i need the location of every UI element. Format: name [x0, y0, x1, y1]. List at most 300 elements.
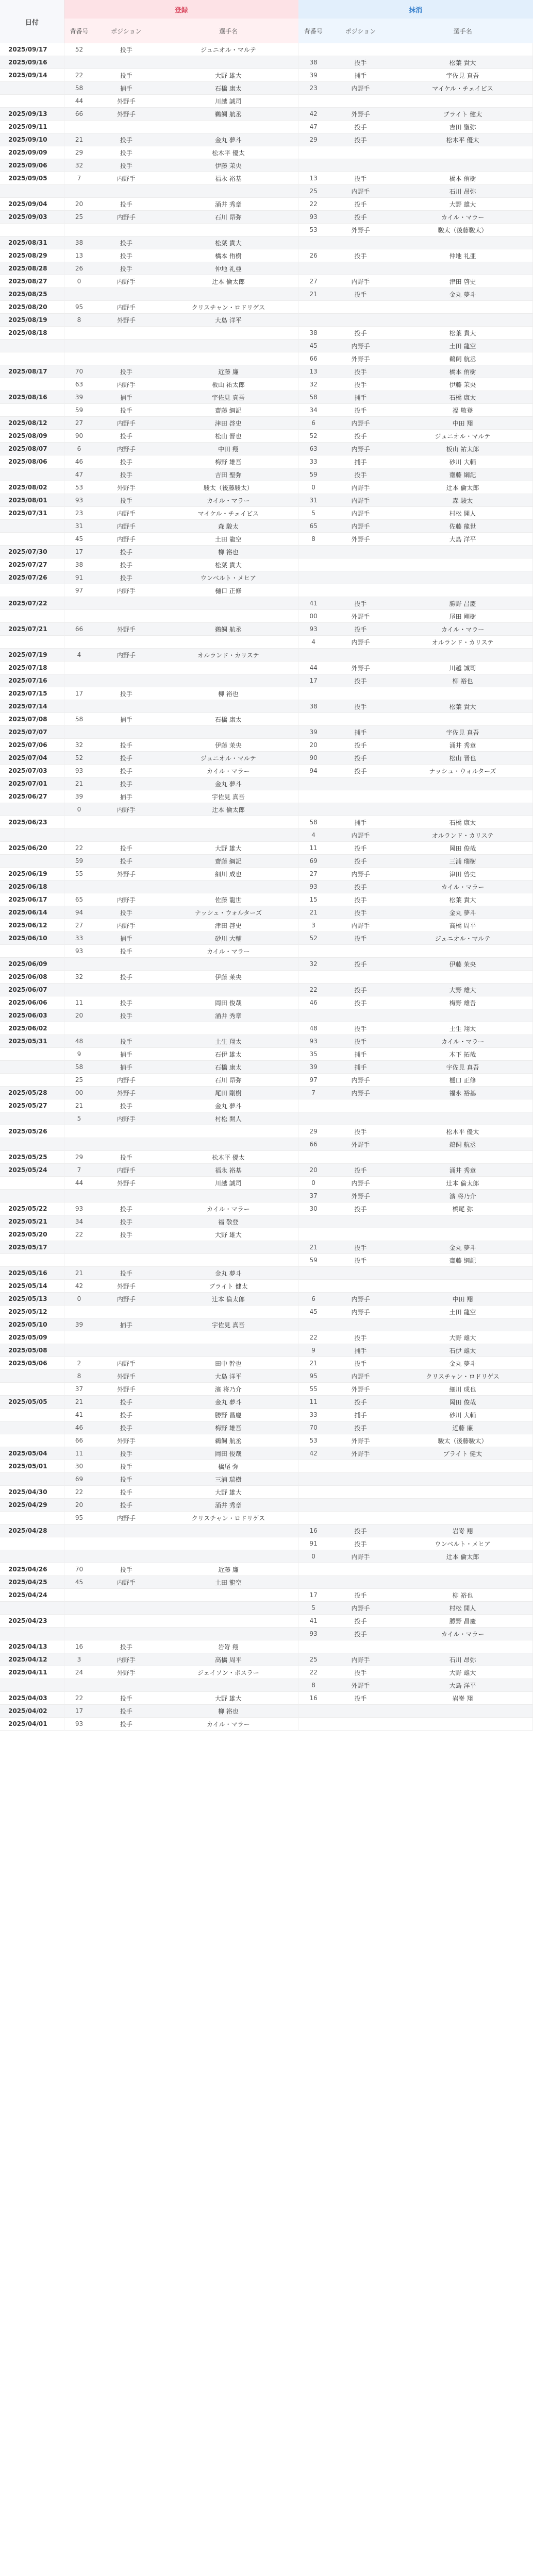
- registered-number-cell: 23: [64, 507, 94, 520]
- deregistered-position-cell: 外野手: [328, 1383, 393, 1396]
- registered-player-header: 選手名: [158, 19, 298, 43]
- deregistered-number-cell: 59: [298, 468, 328, 481]
- date-cell: 2025/09/10: [0, 133, 64, 146]
- date-cell: [0, 185, 64, 198]
- deregistered-number-cell: 9: [298, 1344, 328, 1357]
- registered-player-cell: 橋本 侑樹: [158, 249, 298, 262]
- registered-position-cell: [94, 880, 158, 893]
- registered-position-cell: 投手: [94, 365, 158, 378]
- deregistered-position-cell: [328, 1215, 393, 1228]
- registered-number-cell: 16: [64, 1640, 94, 1653]
- registered-position-cell: [94, 1138, 158, 1151]
- registered-player-cell: 石橋 康太: [158, 82, 298, 95]
- registered-position-cell: 投手: [94, 262, 158, 275]
- deregistered-position-cell: [328, 95, 393, 108]
- deregistered-position-cell: [328, 1099, 393, 1112]
- registered-player-cell: 松山 晋也: [158, 430, 298, 443]
- deregistered-number-cell: [298, 1280, 328, 1293]
- date-cell: 2025/08/27: [0, 275, 64, 288]
- registered-player-cell: [158, 726, 298, 739]
- registered-number-cell: [64, 700, 94, 713]
- registered-position-cell: 投手: [94, 765, 158, 777]
- table-row: [0, 790, 533, 803]
- deregistered-position-cell: 投手: [328, 893, 393, 906]
- deregistered-position-cell: [328, 1512, 393, 1524]
- date-cell: [0, 1074, 64, 1087]
- table-row: [0, 1074, 533, 1087]
- deregistered-position-cell: 内野手: [328, 919, 393, 932]
- registered-player-cell: [158, 1138, 298, 1151]
- deregistered-position-cell: 投手: [328, 172, 393, 185]
- registered-player-cell: 福 敬登: [158, 1215, 298, 1228]
- deregistered-position-cell: 投手: [328, 1164, 393, 1177]
- table-row: [0, 520, 533, 533]
- registered-position-cell: [94, 662, 158, 674]
- deregistered-position-cell: 内野手: [328, 1087, 393, 1099]
- deregistered-position-cell: 外野手: [328, 1434, 393, 1447]
- deregistered-player-cell: 村松 開人: [393, 507, 532, 520]
- deregistered-player-cell: [393, 571, 532, 584]
- deregistered-player-cell: [393, 1318, 532, 1331]
- table-row: [0, 713, 533, 726]
- deregistered-position-cell: 捕手: [328, 69, 393, 82]
- deregistered-position-cell: 投手: [328, 855, 393, 868]
- table-row: [0, 893, 533, 906]
- registered-number-cell: 37: [64, 1383, 94, 1396]
- registered-player-cell: 松木平 優太: [158, 1151, 298, 1164]
- deregistered-player-cell: 駿太（後藤駿太）: [393, 1434, 532, 1447]
- deregistered-player-cell: クリスチャン・ロドリゲス: [393, 1370, 532, 1383]
- deregistered-number-cell: 58: [298, 816, 328, 829]
- deregistered-player-cell: [393, 945, 532, 958]
- registered-number-cell: 7: [64, 1164, 94, 1177]
- registered-position-cell: 外野手: [94, 95, 158, 108]
- deregistered-number-cell: 41: [298, 597, 328, 610]
- deregistered-player-cell: 伊藤 茉央: [393, 958, 532, 971]
- deregistered-number-cell: 45: [298, 1306, 328, 1318]
- deregistered-player-cell: ジュニオル・マルテ: [393, 430, 532, 443]
- registered-number-cell: [64, 1602, 94, 1615]
- date-cell: 2025/08/28: [0, 262, 64, 275]
- table-row: [0, 932, 533, 945]
- date-cell: 2025/05/09: [0, 1331, 64, 1344]
- deregistered-position-cell: [328, 1280, 393, 1293]
- date-cell: [0, 610, 64, 623]
- deregistered-position-cell: [328, 1460, 393, 1473]
- deregistered-player-cell: カイル・マラー: [393, 1035, 532, 1048]
- registered-player-cell: カイル・マラー: [158, 765, 298, 777]
- table-row: [0, 404, 533, 417]
- registered-number-cell: 93: [64, 494, 94, 507]
- deregistered-number-cell: 55: [298, 1383, 328, 1396]
- deregistered-player-cell: 中田 翔: [393, 417, 532, 430]
- table-row: [0, 365, 533, 378]
- registered-number-cell: 58: [64, 82, 94, 95]
- table-row: [0, 1202, 533, 1215]
- registered-number-cell: 44: [64, 1177, 94, 1190]
- registered-player-cell: ウンベルト・メヒア: [158, 571, 298, 584]
- registered-player-cell: 近藤 廉: [158, 1563, 298, 1576]
- deregistered-number-cell: 91: [298, 1537, 328, 1550]
- deregistered-number-cell: 34: [298, 404, 328, 417]
- registered-number-cell: 69: [64, 1473, 94, 1486]
- registered-player-cell: [158, 880, 298, 893]
- registered-number-cell: 2: [64, 1357, 94, 1370]
- registered-player-cell: 伊藤 茉央: [158, 739, 298, 752]
- deregistered-position-cell: [328, 1112, 393, 1125]
- deregistered-number-cell: [298, 1718, 328, 1731]
- registered-player-cell: 土生 翔太: [158, 1035, 298, 1048]
- table-row: [0, 288, 533, 301]
- registered-number-cell: 7: [64, 172, 94, 185]
- deregistered-number-cell: 45: [298, 340, 328, 352]
- registered-number-cell: 59: [64, 855, 94, 868]
- table-row: [0, 172, 533, 185]
- deregistered-player-cell: 濱 将乃介: [393, 1190, 532, 1202]
- date-cell: 2025/07/22: [0, 597, 64, 610]
- table-row: [0, 378, 533, 391]
- deregistered-position-cell: 投手: [328, 468, 393, 481]
- deregistered-position-cell: 投手: [328, 984, 393, 996]
- deregistered-player-cell: 金丸 夢斗: [393, 906, 532, 919]
- deregistered-player-cell: [393, 1460, 532, 1473]
- registered-player-cell: 梅野 雄吾: [158, 455, 298, 468]
- date-cell: 2025/07/18: [0, 662, 64, 674]
- registered-number-cell: [64, 352, 94, 365]
- registered-number-cell: 39: [64, 1318, 94, 1331]
- registered-player-cell: 大野 雄大: [158, 1228, 298, 1241]
- deregistered-position-cell: [328, 159, 393, 172]
- registered-number-cell: 97: [64, 584, 94, 597]
- table-row: [0, 829, 533, 842]
- table-row: [0, 984, 533, 996]
- registered-position-cell: 投手: [94, 842, 158, 855]
- registered-player-cell: [158, 1241, 298, 1254]
- registered-position-cell: 外野手: [94, 1087, 158, 1099]
- registered-player-cell: [158, 636, 298, 649]
- registered-position-cell: 投手: [94, 1396, 158, 1409]
- deregistered-number-cell: 39: [298, 726, 328, 739]
- registered-position-cell: 外野手: [94, 108, 158, 121]
- registered-header: 登録: [64, 0, 298, 19]
- deregistered-header: 抹消: [298, 0, 533, 19]
- registered-number-cell: 93: [64, 1718, 94, 1731]
- registered-player-cell: 涌井 秀章: [158, 198, 298, 211]
- date-cell: 2025/04/03: [0, 1692, 64, 1705]
- deregistered-player-cell: 金丸 夢斗: [393, 1357, 532, 1370]
- table-row: [0, 546, 533, 558]
- table-row: [0, 275, 533, 288]
- date-cell: 2025/05/08: [0, 1344, 64, 1357]
- date-cell: 2025/04/12: [0, 1653, 64, 1666]
- deregistered-position-cell: 投手: [328, 1524, 393, 1537]
- deregistered-number-cell: 42: [298, 108, 328, 121]
- registered-player-cell: 大野 雄大: [158, 1486, 298, 1499]
- date-cell: 2025/06/06: [0, 996, 64, 1009]
- table-row: [0, 1409, 533, 1421]
- registered-number-cell: 9: [64, 1048, 94, 1061]
- deregistered-number-cell: [298, 43, 328, 56]
- date-cell: 2025/09/09: [0, 146, 64, 159]
- registered-player-cell: 柳 裕也: [158, 546, 298, 558]
- registered-number-cell: 66: [64, 108, 94, 121]
- deregistered-position-cell: 投手: [328, 404, 393, 417]
- deregistered-number-cell: 31: [298, 494, 328, 507]
- date-cell: [0, 1628, 64, 1640]
- table-row: [0, 1293, 533, 1306]
- registered-number-cell: 46: [64, 1421, 94, 1434]
- registered-player-cell: [158, 700, 298, 713]
- registered-player-cell: 宇佐見 真吾: [158, 1318, 298, 1331]
- deregistered-number-cell: [298, 790, 328, 803]
- table-row: [0, 1048, 533, 1061]
- deregistered-position-cell: 内野手: [328, 1306, 393, 1318]
- registered-player-cell: 辻本 倫太郎: [158, 275, 298, 288]
- date-cell: 2025/08/31: [0, 236, 64, 249]
- deregistered-position-cell: [328, 546, 393, 558]
- deregistered-position-cell: 内野手: [328, 507, 393, 520]
- deregistered-player-cell: 砂川 大輔: [393, 455, 532, 468]
- table-row: [0, 880, 533, 893]
- registered-number-cell: 93: [64, 1202, 94, 1215]
- registered-player-cell: 仲地 礼亜: [158, 262, 298, 275]
- registered-player-cell: カイル・マラー: [158, 1202, 298, 1215]
- deregistered-number-cell: [298, 649, 328, 662]
- deregistered-position-cell: 投手: [328, 1254, 393, 1267]
- registered-number-cell: 45: [64, 533, 94, 546]
- registered-number-cell: 42: [64, 1280, 94, 1293]
- date-cell: 2025/08/19: [0, 314, 64, 327]
- registered-position-cell: 投手: [94, 571, 158, 584]
- deregistered-position-cell: 投手: [328, 1628, 393, 1640]
- registered-position-cell: [94, 1022, 158, 1035]
- deregistered-position-cell: 投手: [328, 765, 393, 777]
- deregistered-position-cell: 内野手: [328, 185, 393, 198]
- deregistered-number-cell: [298, 301, 328, 314]
- deregistered-number-cell: 59: [298, 1254, 328, 1267]
- deregistered-number-cell: 66: [298, 1138, 328, 1151]
- table-row: [0, 610, 533, 623]
- date-cell: 2025/08/18: [0, 327, 64, 340]
- deregistered-position-cell: 内野手: [328, 494, 393, 507]
- registered-player-cell: 村松 開人: [158, 1112, 298, 1125]
- deregistered-player-cell: カイル・マラー: [393, 211, 532, 224]
- registered-number-cell: 95: [64, 1512, 94, 1524]
- registered-number-cell: [64, 674, 94, 687]
- registered-position-cell: 投手: [94, 1563, 158, 1576]
- date-cell: 2025/06/09: [0, 958, 64, 971]
- table-row: [0, 571, 533, 584]
- table-row: [0, 803, 533, 816]
- deregistered-position-cell: 投手: [328, 121, 393, 133]
- deregistered-player-cell: 大野 雄大: [393, 1666, 532, 1679]
- registered-player-cell: 中田 翔: [158, 443, 298, 455]
- table-row: [0, 765, 533, 777]
- registered-player-cell: 大野 雄大: [158, 69, 298, 82]
- registered-position-cell: 外野手: [94, 1666, 158, 1679]
- registered-player-cell: ジュニオル・マルテ: [158, 752, 298, 765]
- registered-number-cell: [64, 1138, 94, 1151]
- table-row: [0, 1357, 533, 1370]
- registered-number-cell: 34: [64, 1215, 94, 1228]
- deregistered-number-cell: 21: [298, 1357, 328, 1370]
- registered-position-cell: [94, 1241, 158, 1254]
- registered-number-cell: [64, 1615, 94, 1628]
- table-row: [0, 1318, 533, 1331]
- date-cell: [0, 1370, 64, 1383]
- table-row: [0, 558, 533, 571]
- registered-number-cell: [64, 1628, 94, 1640]
- registered-number-cell: [64, 1550, 94, 1563]
- deregistered-number-cell: 29: [298, 133, 328, 146]
- date-cell: [0, 1112, 64, 1125]
- date-cell: 2025/09/06: [0, 159, 64, 172]
- date-cell: 2025/07/03: [0, 765, 64, 777]
- date-cell: 2025/05/21: [0, 1215, 64, 1228]
- deregistered-number-cell: 30: [298, 1202, 328, 1215]
- deregistered-player-cell: 村松 開人: [393, 1602, 532, 1615]
- deregistered-number-cell: 00: [298, 610, 328, 623]
- date-cell: [0, 1473, 64, 1486]
- table-row: [0, 1112, 533, 1125]
- registered-player-cell: 柳 裕也: [158, 1705, 298, 1718]
- deregistered-position-cell: 外野手: [328, 224, 393, 236]
- registered-player-cell: 金丸 夢斗: [158, 1396, 298, 1409]
- deregistered-position-cell: 投手: [328, 430, 393, 443]
- registered-position-cell: [94, 1254, 158, 1267]
- table-row: [0, 1022, 533, 1035]
- registered-number-cell: 25: [64, 1074, 94, 1087]
- registered-number-cell: 11: [64, 1447, 94, 1460]
- table-row: [0, 919, 533, 932]
- deregistered-number-cell: 0: [298, 1177, 328, 1190]
- deregistered-number-cell: [298, 571, 328, 584]
- deregistered-player-cell: [393, 1563, 532, 1576]
- registered-player-cell: 濱 将乃介: [158, 1383, 298, 1396]
- deregistered-number-cell: 69: [298, 855, 328, 868]
- deregistered-player-cell: [393, 1280, 532, 1293]
- registered-player-cell: ブライト 健太: [158, 1280, 298, 1293]
- deregistered-number-cell: 38: [298, 56, 328, 69]
- table-row: [0, 1537, 533, 1550]
- table-row: [0, 1447, 533, 1460]
- deregistered-position-cell: 投手: [328, 623, 393, 636]
- registered-position-cell: 投手: [94, 1151, 158, 1164]
- deregistered-player-cell: [393, 803, 532, 816]
- registered-position-cell: 捕手: [94, 391, 158, 404]
- deregistered-player-cell: カイル・マラー: [393, 880, 532, 893]
- deregistered-position-cell: 捕手: [328, 1344, 393, 1357]
- table-row: [0, 739, 533, 752]
- deregistered-number-cell: 33: [298, 455, 328, 468]
- deregistered-player-cell: 橋尾 弥: [393, 1202, 532, 1215]
- registered-position-cell: 投手: [94, 1228, 158, 1241]
- table-row: [0, 1241, 533, 1254]
- table-row: [0, 301, 533, 314]
- deregistered-position-cell: 投手: [328, 1396, 393, 1409]
- deregistered-number-cell: 13: [298, 172, 328, 185]
- date-cell: 2025/05/22: [0, 1202, 64, 1215]
- registered-player-cell: 鵜飼 航丞: [158, 108, 298, 121]
- deregistered-position-cell: 投手: [328, 1035, 393, 1048]
- registered-position-cell: 投手: [94, 1460, 158, 1473]
- registered-number-cell: 6: [64, 443, 94, 455]
- deregistered-position-cell: 捕手: [328, 726, 393, 739]
- registered-player-cell: 鵜飼 航丞: [158, 1434, 298, 1447]
- registered-position-cell: [94, 726, 158, 739]
- registered-position-cell: 内野手: [94, 1576, 158, 1589]
- deregistered-position-cell: 捕手: [328, 455, 393, 468]
- registered-number-cell: 90: [64, 430, 94, 443]
- deregistered-player-cell: [393, 1215, 532, 1228]
- registered-position-cell: 投手: [94, 1099, 158, 1112]
- date-cell: 2025/07/27: [0, 558, 64, 571]
- deregistered-player-cell: 松葉 貴大: [393, 327, 532, 340]
- deregistered-number-cell: 93: [298, 1035, 328, 1048]
- registered-number-cell: 22: [64, 1692, 94, 1705]
- table-row: [0, 82, 533, 95]
- registered-number-cell: 11: [64, 996, 94, 1009]
- deregistered-position-cell: 内野手: [328, 1370, 393, 1383]
- deregistered-number-cell: 58: [298, 391, 328, 404]
- date-cell: [0, 1421, 64, 1434]
- registered-player-cell: 板山 祐太郎: [158, 378, 298, 391]
- registered-number-cell: 31: [64, 520, 94, 533]
- deregistered-player-cell: 板山 祐太郎: [393, 443, 532, 455]
- table-row: [0, 1460, 533, 1473]
- registered-position-cell: 投手: [94, 455, 158, 468]
- date-cell: 2025/05/31: [0, 1035, 64, 1048]
- registered-player-cell: [158, 1331, 298, 1344]
- deregistered-player-cell: 三浦 瑞樹: [393, 855, 532, 868]
- registered-number-cell: 52: [64, 43, 94, 56]
- deregistered-player-cell: [393, 1486, 532, 1499]
- date-cell: 2025/06/08: [0, 971, 64, 984]
- registered-number-cell: 24: [64, 1666, 94, 1679]
- date-cell: [0, 584, 64, 597]
- deregistered-number-cell: 38: [298, 327, 328, 340]
- registered-position-cell: [94, 1589, 158, 1602]
- deregistered-number-cell: [298, 1576, 328, 1589]
- date-cell: [0, 1138, 64, 1151]
- deregistered-position-cell: [328, 1718, 393, 1731]
- registered-number-cell: [64, 340, 94, 352]
- date-cell: [0, 1679, 64, 1692]
- registered-player-cell: 石橋 康太: [158, 713, 298, 726]
- registered-number-cell: 58: [64, 713, 94, 726]
- deregistered-player-cell: 高橋 周平: [393, 919, 532, 932]
- registered-player-cell: 川越 誠司: [158, 1177, 298, 1190]
- deregistered-number-cell: 93: [298, 1628, 328, 1640]
- date-cell: 2025/06/07: [0, 984, 64, 996]
- registered-player-cell: 岡田 俊哉: [158, 996, 298, 1009]
- registered-number-cell: 4: [64, 649, 94, 662]
- registered-player-cell: 石川 昂弥: [158, 211, 298, 224]
- deregistered-position-cell: 外野手: [328, 610, 393, 623]
- date-cell: 2025/05/13: [0, 1293, 64, 1306]
- registered-position-cell: 内野手: [94, 1512, 158, 1524]
- table-row: [0, 1589, 533, 1602]
- deregistered-number-cell: 33: [298, 1409, 328, 1421]
- registered-player-cell: 涌井 秀章: [158, 1499, 298, 1512]
- deregistered-number-cell: 93: [298, 880, 328, 893]
- deregistered-number-cell: 5: [298, 507, 328, 520]
- registered-position-cell: 投手: [94, 1718, 158, 1731]
- registered-player-cell: 松葉 貴大: [158, 558, 298, 571]
- registered-player-cell: [158, 829, 298, 842]
- table-row: [0, 971, 533, 984]
- registered-position-cell: 投手: [94, 430, 158, 443]
